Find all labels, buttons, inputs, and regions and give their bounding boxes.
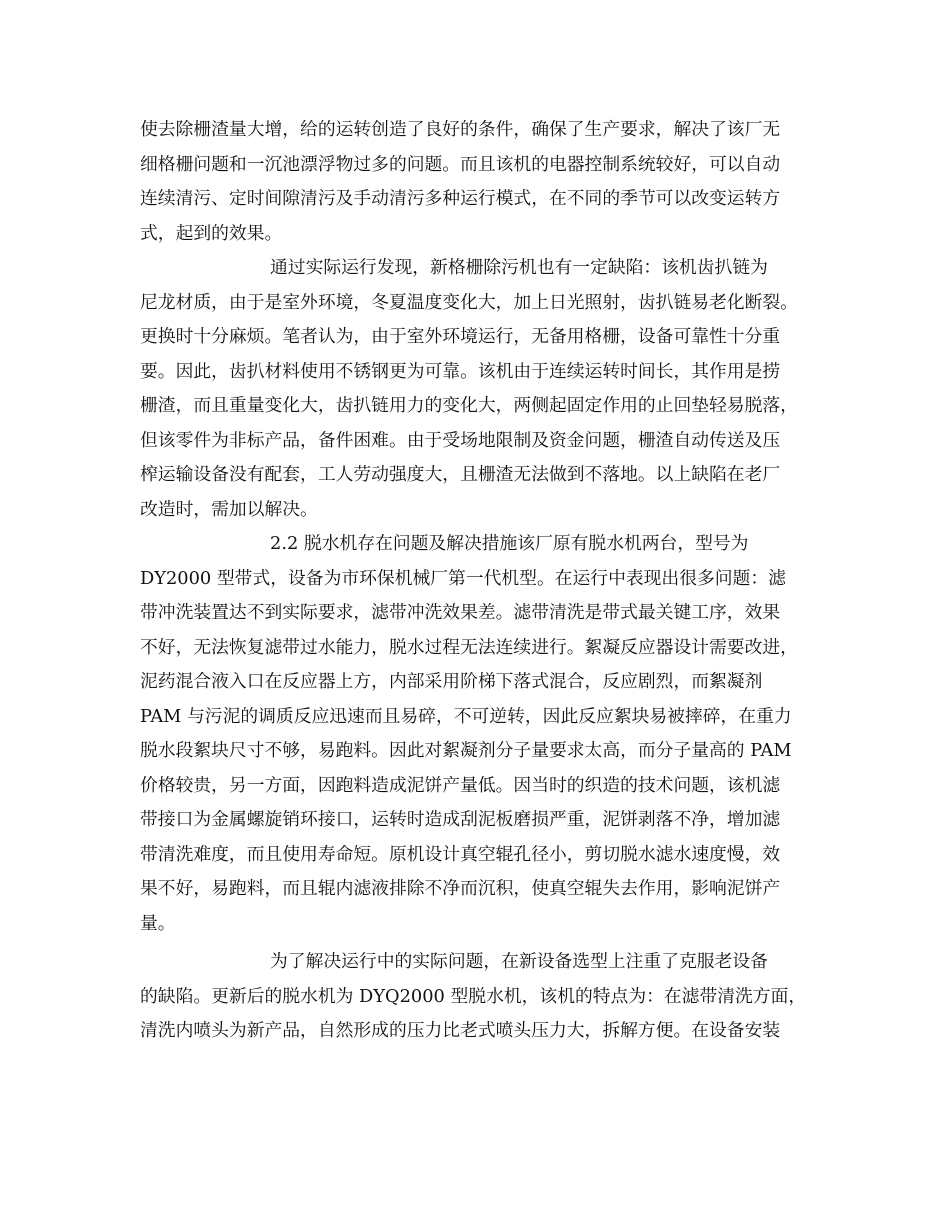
text-line: 式，起到的效果。	[140, 222, 283, 244]
document-body	[140, 113, 825, 1049]
text-line: 的缺陷。更新后的脱水机为 DYQ2000 型脱水机，该机的特点为：在滤带清洗方面，	[140, 985, 807, 1007]
paragraph-2	[140, 251, 825, 527]
text-line: 栅渣，而且重量变化大，齿扒链用力的变化大，两侧起固定作用的止回垫轻易脱落，	[140, 395, 798, 416]
text-line: 榨运输设备没有配套，工人劳动强度大，且栅渣无法做到不落地。以上缺陷在老厂	[140, 464, 781, 485]
text-line: 更换时十分麻烦。笔者认为，由于室外环境运行，无备用格栅，设备可靠性十分重	[140, 326, 781, 347]
text-line: 量。	[140, 912, 176, 934]
paragraph-1	[140, 113, 825, 251]
text-line: 带接口为金属螺旋销环接口，运转时造成刮泥板磨损严重，泥饼剥落不净，增加滤	[140, 809, 781, 830]
text-line: 细格栅问题和一沉池漂浮物过多的问题。而且该机的电器控制系统较好，可以自动	[140, 153, 781, 175]
text-line: 价格较贵，另一方面，因跑料造成泥饼产量低。因当时的织造的技术问题，该机滤	[140, 774, 781, 796]
text-line: 为了解决运行中的实际问题，在新设备选型上注重了克服老设备	[270, 951, 768, 972]
text-line: 带冲洗装置达不到实际要求，滤带冲洗效果差。滤带清洗是带式最关键工序，效果	[140, 602, 781, 623]
text-line: PAM 与污泥的调质反应迅速而且易碎，不可逆转，因此反应絮块易被摔碎，在重力	[140, 705, 792, 727]
text-line: 果不好，易跑料，而且辊内滤液排除不净而沉积，使真空辊失去作用，影响泥饼产	[140, 878, 781, 899]
text-line: DY2000 型带式，设备为市环保机械厂第一代机型。在运行中表现出很多问题：滤	[140, 567, 786, 589]
text-line: 不好，无法恢复滤带过水能力，脱水过程无法连续进行。絮凝反应器设计需要改进，	[140, 636, 798, 658]
text-line: 使去除栅渣量大增，给的运转创造了良好的条件，确保了生产要求，解决了该厂无	[140, 119, 781, 140]
text-line: 清洗内喷头为新产品，自然形成的压力比老式喷头压力大，拆解方便。在设备安装	[140, 1020, 781, 1041]
text-line: 泥药混合液入口在反应器上方，内部采用阶梯下落式混合，反应剧烈，而絮凝剂	[140, 671, 763, 692]
text-line: 但该零件为非标产品，备件困难。由于受场地限制及资金问题，栅渣自动传送及压	[140, 429, 781, 451]
paragraph-4	[140, 945, 825, 1049]
text-line: 通过实际运行发现，新格栅除污机也有一定缺陷：该机齿扒链为	[270, 257, 768, 278]
text-line: 脱水段絮块尺寸不够，易跑料。因此对絮凝剂分子量要求太高，而分子量高的 PAM	[140, 740, 792, 761]
text-line: 带清洗难度，而且使用寿命短。原机设计真空辊孔径小，剪切脱水滤水速度慢，效	[140, 843, 781, 865]
text-line: 尼龙材质，由于是室外环境，冬夏温度变化大，加上日光照射，齿扒链易老化断裂。	[140, 291, 798, 313]
paragraph-3	[140, 527, 825, 941]
text-line: 连续清污、定时间隙清污及手动清污多种运行模式，在不同的季节可以改变运转方	[140, 188, 781, 209]
text-line: 要。因此，齿扒材料使用不锈钢更为可靠。该机由于连续运转时间长，其作用是捞	[140, 360, 781, 382]
text-line: 改造时，需加以解决。	[140, 498, 318, 520]
text-line: 2.2 脱水机存在问题及解决措施该厂原有脱水机两台，型号为	[270, 533, 749, 554]
